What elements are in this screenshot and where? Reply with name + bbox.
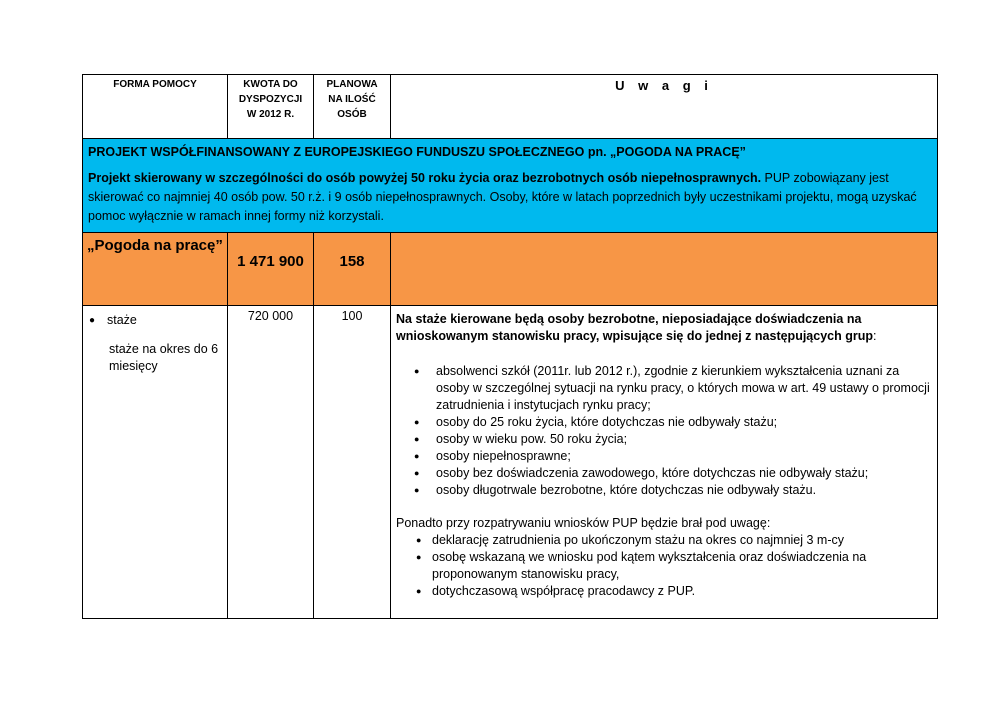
list-item: ● osoby bez doświadczenia zawodowego, które dotychczas nie odbywały stażu; <box>414 466 869 480</box>
list-item: ● absolwenci szkół (2011r. lub 2012 r.), zgodnie z kierunkiem wykształcenia uznani za osoby w szczególnej sytuacji na rynku pracy, o których mowa w art. 49 ustawy o promocji zatrudnienia i instytucjach rynku pracy; <box>414 364 930 412</box>
header-planowana-ilosc: PLANOWA NA ILOŚĆ OSÓB <box>314 75 391 139</box>
bullet-icon: ● <box>416 535 422 545</box>
header-forma-pomocy: FORMA POMOCY <box>83 75 228 139</box>
bullet-icon: ● <box>414 417 420 427</box>
staz-intro: Na staże kierowane będą osoby bezrobotne, nieposiadające doświadczenia na wnioskowanym stanowisku pracy, wpisujące się do jednej z następujących grup: <box>396 312 877 343</box>
criteria-list <box>396 532 931 600</box>
staz-remarks <box>391 306 938 619</box>
summary-name: „Pogoda na pracę” <box>83 233 228 306</box>
list-item: ● osoby długotrwale bezrobotne, które dotychczas nie odbywały stażu. <box>414 483 817 497</box>
groups-list <box>396 363 931 499</box>
list-item: ● osobę wskazaną we wniosku pod kątem wykształcenia oraz doświadczenia na proponowanym stanowisku pracy, <box>416 550 867 581</box>
bullet-icon: ● <box>414 451 420 461</box>
bullet-icon: ● <box>414 434 420 444</box>
header-uwagi: U w a g i <box>391 75 938 139</box>
staz-amount: 720 000 <box>228 306 314 619</box>
list-item: ● osoby do 25 roku życia, które dotychczas nie odbywały stażu; <box>414 415 778 429</box>
bullet-icon: ● <box>414 485 420 495</box>
staz-sub-label: staże na okres do 6 miesięcy <box>109 342 219 373</box>
header-kwota: KWOTA DO DYSPOZYCJI W 2012 R. <box>228 75 314 139</box>
bullet-icon: ● <box>414 366 420 376</box>
bullet-icon: ● <box>414 468 420 478</box>
table-header-row <box>83 75 938 139</box>
bullet-icon: ● <box>416 552 422 562</box>
list-item: ● deklarację zatrudnienia po ukończonym stażu na okres co najmniej 3 m-cy <box>416 533 845 547</box>
staz-row <box>83 306 938 619</box>
project-row <box>83 139 938 233</box>
criteria-intro: Ponadto przy rozpatrywaniu wniosków PUP będzie brał pod uwagę: <box>396 516 771 530</box>
bullet-icon: ● <box>416 586 422 596</box>
summary-persons: 158 <box>314 233 391 306</box>
list-item: ● osoby niepełnosprawne; <box>414 449 571 463</box>
project-description: Projekt skierowany w szczególności do osób powyżej 50 roku życia oraz bezrobotnych osób niepełnosprawnych. PUP zobowiązany jest skierować co najmniej 40 osób pow. 50 r.ż. i 9 osób niepełnosprawnych. Osoby, które w latach poprzednich były uczestnikami projektu, mogą uzyskać pomoc wyłącznie w ramach innej formy niż korzystali. <box>88 171 917 223</box>
assistance-table <box>82 74 938 619</box>
staz-label: staże <box>107 313 137 327</box>
document-page <box>82 74 937 619</box>
list-item: ● dotychczasową współpracę pracodawcy z PUP. <box>416 584 696 598</box>
summary-amount: 1 471 900 <box>228 233 314 306</box>
staz-persons: 100 <box>314 306 391 619</box>
summary-remarks <box>391 233 938 306</box>
bullet-icon: ● <box>89 315 96 326</box>
list-item: ● osoby w wieku pow. 50 roku życia; <box>414 432 628 446</box>
summary-row <box>83 233 938 306</box>
project-title: PROJEKT WSPÓŁFINANSOWANY Z EUROPEJSKIEGO FUNDUSZU SPOŁECZNEGO pn. „POGODA NA PRACĘ” <box>88 145 746 159</box>
staz-form-cell <box>83 306 228 619</box>
